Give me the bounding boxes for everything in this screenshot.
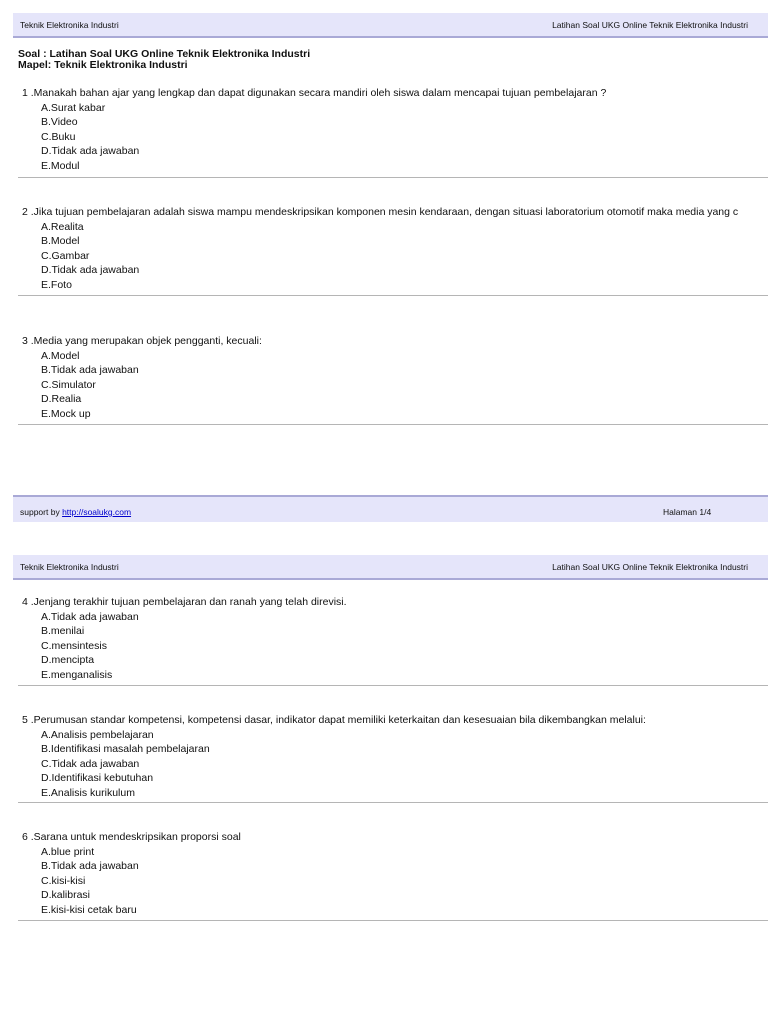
option-c: C.Tidak ada jawaban bbox=[41, 757, 140, 770]
header-subject: Teknik Elektronika Industri bbox=[20, 562, 119, 572]
question-2 bbox=[18, 205, 768, 293]
question-6 bbox=[18, 830, 768, 918]
question-1 bbox=[18, 86, 768, 174]
option-a: A.Model bbox=[41, 349, 80, 362]
option-d: D.Tidak ada jawaban bbox=[41, 264, 140, 277]
option-b: B.menilai bbox=[41, 625, 85, 638]
option-e: E.Modul bbox=[41, 159, 80, 172]
question-text: 5 .Perumusan standar kompetensi, kompetensi dasar, indikator dapat memiliki keterkaitan dan kesesuaian bila dikembangkan melalui: bbox=[22, 714, 646, 726]
option-d: D.Realia bbox=[41, 393, 82, 406]
option-b: B.Identifikasi masalah pembelajaran bbox=[41, 743, 210, 756]
option-c: C.Gambar bbox=[41, 249, 90, 262]
page-number: Halaman 1/4 bbox=[663, 507, 712, 517]
option-a: A.blue print bbox=[41, 845, 95, 858]
option-e: E.Analisis kurikulum bbox=[41, 786, 135, 799]
soal-title: Soal : Latihan Soal UKG Online Teknik Elektronika Industri bbox=[18, 48, 311, 60]
question-text: 2 .Jika tujuan pembelajaran adalah siswa mampu mendeskripsikan komponen mesin kendaraan, dengan situasi laboratorium otomotif maka media yang c bbox=[22, 206, 739, 218]
option-e: E.kisi-kisi cetak baru bbox=[41, 903, 137, 916]
question-text: 3 .Media yang merupakan objek pengganti, kecuali: bbox=[22, 335, 262, 347]
divider bbox=[18, 685, 768, 686]
page-header bbox=[13, 13, 768, 38]
option-d: D.kalibrasi bbox=[41, 889, 91, 902]
header-title: Latihan Soal UKG Online Teknik Elektronika Industri bbox=[552, 562, 748, 572]
option-a: A.Surat kabar bbox=[41, 101, 106, 114]
question-text: 1 .Manakah bahan ajar yang lengkap dan dapat digunakan secara mandiri oleh siswa dalam mencapai tujuan pembelajaran ? bbox=[22, 87, 607, 99]
option-a: A.Analisis pembelajaran bbox=[41, 728, 154, 741]
divider bbox=[18, 177, 768, 178]
divider bbox=[18, 802, 768, 803]
option-c: C.Buku bbox=[41, 130, 76, 143]
option-c: C.Simulator bbox=[41, 378, 96, 391]
question-text: 6 .Sarana untuk mendeskripsikan proporsi soal bbox=[22, 831, 241, 843]
support-label: support by bbox=[20, 507, 63, 517]
page-footer bbox=[13, 495, 768, 522]
option-b: B.Model bbox=[41, 235, 80, 248]
option-c: C.mensintesis bbox=[41, 639, 107, 652]
question-5 bbox=[18, 713, 768, 801]
option-b: B.Tidak ada jawaban bbox=[41, 860, 139, 873]
option-a: A.Tidak ada jawaban bbox=[41, 610, 139, 623]
support-text bbox=[20, 507, 131, 517]
option-d: D.Tidak ada jawaban bbox=[41, 145, 140, 158]
document-title bbox=[18, 49, 310, 71]
question-text: 4 .Jenjang terakhir tujuan pembelajaran dan ranah yang telah direvisi. bbox=[22, 596, 347, 608]
divider bbox=[18, 424, 768, 425]
option-a: A.Realita bbox=[41, 220, 84, 233]
support-link[interactable]: http://soalukg.com bbox=[62, 507, 132, 517]
page-header bbox=[13, 555, 768, 580]
option-e: E.Mock up bbox=[41, 407, 91, 420]
mapel-title: Mapel: Teknik Elektronika Industri bbox=[18, 59, 188, 71]
divider bbox=[18, 920, 768, 921]
option-d: D.mencipta bbox=[41, 654, 95, 667]
header-subject: Teknik Elektronika Industri bbox=[20, 20, 119, 30]
option-d: D.Identifikasi kebutuhan bbox=[41, 772, 154, 785]
option-b: B.Tidak ada jawaban bbox=[41, 364, 139, 377]
question-3 bbox=[18, 334, 768, 422]
option-c: C.kisi-kisi bbox=[41, 874, 86, 887]
option-e: E.menganalisis bbox=[41, 668, 113, 681]
header-title: Latihan Soal UKG Online Teknik Elektronika Industri bbox=[552, 20, 748, 30]
question-4 bbox=[18, 595, 768, 683]
divider bbox=[18, 295, 768, 296]
option-e: E.Foto bbox=[41, 278, 72, 291]
option-b: B.Video bbox=[41, 116, 78, 129]
